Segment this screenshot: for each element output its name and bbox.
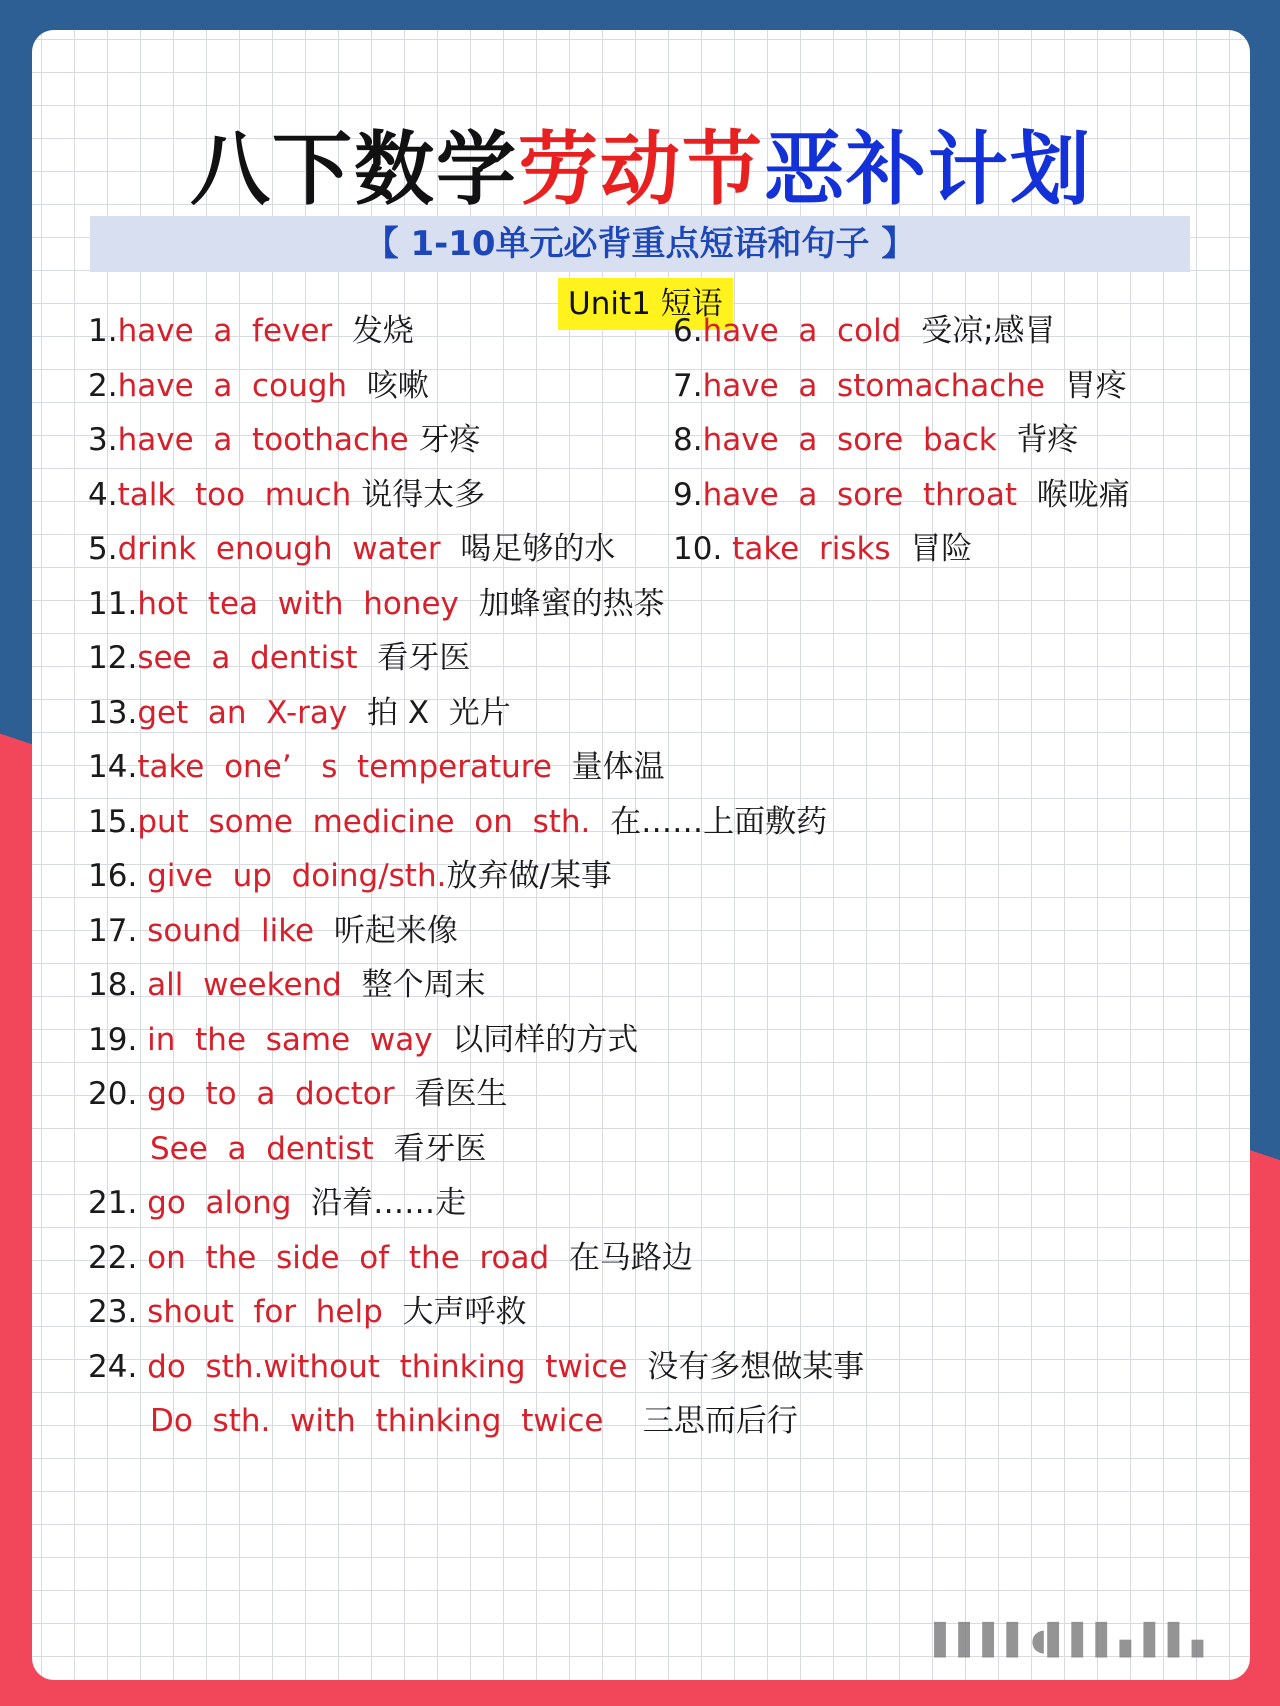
phrase-item-20: 20. go to a doctor 看医生 <box>88 1076 508 1112</box>
phrase-card <box>32 30 1250 1680</box>
phrase-item-1: 1.have a fever 发烧 <box>88 313 414 349</box>
phrase-item-8: 8.have a sore back 背疼 <box>673 422 1079 458</box>
phrase-item-5: 5.drink enough water 喝足够的水 <box>88 531 616 567</box>
watermark-icon: ▌▌▌▌◖▌▌▌▖▌▌▖ <box>934 1623 1216 1658</box>
phrase-item-24-extra: Do sth. with thinking twice 三思而后行 <box>150 1403 798 1439</box>
phrase-item-15: 15.put some medicine on sth. 在……上面敷药 <box>88 804 828 840</box>
phrase-item-16: 16. give up doing/sth.放弃做/某事 <box>88 858 612 894</box>
phrase-item-22: 22. on the side of the road 在马路边 <box>88 1240 693 1276</box>
phrase-item-3: 3.have a toothache 牙疼 <box>88 422 481 458</box>
phrase-item-13: 13.get an X-ray 拍 X 光片 <box>88 695 511 731</box>
phrase-item-23: 23. shout for help 大声呼救 <box>88 1294 527 1330</box>
phrase-item-18: 18. all weekend 整个周末 <box>88 967 486 1003</box>
phrase-item-14: 14.take one’ s temperature 量体温 <box>88 749 665 785</box>
phrase-item-21: 21. go along 沿着……走 <box>88 1185 467 1221</box>
page-title <box>32 123 1250 216</box>
phrase-item-6: 6.have a cold 受凉;感冒 <box>673 313 1056 349</box>
title-part-3: 恶补计划 <box>764 123 1092 216</box>
phrase-item-24: 24. do sth.without thinking twice 没有多想做某事 <box>88 1349 865 1385</box>
title-part-1: 八下数学 <box>190 123 518 216</box>
phrase-item-17: 17. sound like 听起来像 <box>88 913 458 949</box>
phrase-item-4: 4.talk too much 说得太多 <box>88 477 486 513</box>
title-part-2: 劳动节 <box>518 123 764 216</box>
phrase-item-10: 10. take risks 冒险 <box>673 531 973 567</box>
phrase-item-7: 7.have a stomachache 胃疼 <box>673 368 1127 404</box>
phrase-item-20-extra: See a dentist 看牙医 <box>150 1131 487 1167</box>
phrase-item-19: 19. in the same way 以同样的方式 <box>88 1022 639 1058</box>
unit-label: Unit1 短语 <box>558 278 733 330</box>
phrase-item-9: 9.have a sore throat 喉咙痛 <box>673 477 1130 513</box>
phrase-item-11: 11.hot tea with honey 加蜂蜜的热茶 <box>88 586 665 622</box>
phrase-item-2: 2.have a cough 咳嗽 <box>88 368 429 404</box>
subtitle-banner: 【 1-10单元必背重点短语和句子 】 <box>90 216 1190 272</box>
phrase-item-12: 12.see a dentist 看牙医 <box>88 640 471 676</box>
